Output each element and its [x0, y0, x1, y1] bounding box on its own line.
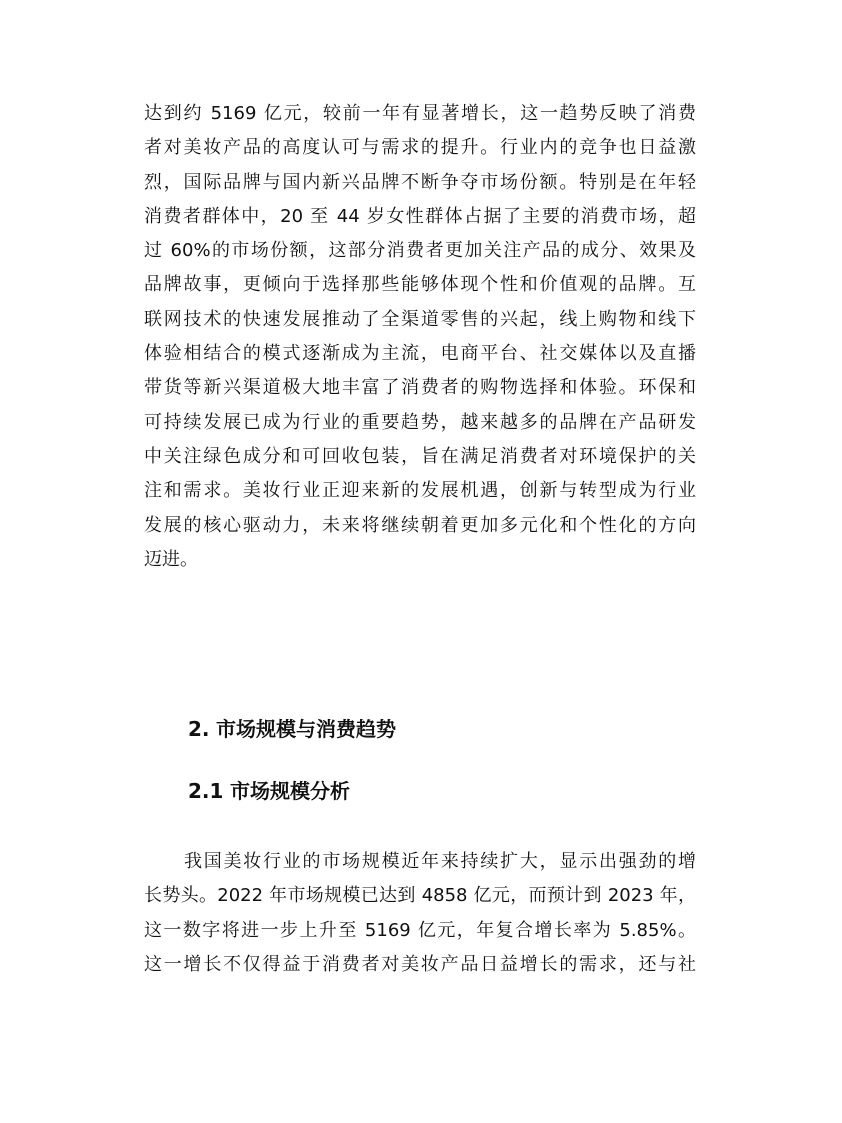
section-title: 市场规模与消费趋势 — [216, 717, 396, 741]
subsection-title: 市场规模分析 — [230, 779, 350, 803]
text-line: 这一增长不仅得益于消费者对美妆产品日益增长的需求，还与社 — [144, 953, 696, 975]
text-line: 长势头。2022 年市场规模已达到 4858 亿元，而预计到 2023 年， — [144, 885, 696, 907]
text-line: 带货等新兴渠道极大地丰富了消费者的购物选择和体验。环保和 — [144, 377, 696, 399]
market-paragraph — [144, 845, 696, 982]
text-line: 烈，国际品牌与国内新兴品牌不断争夺市场份额。特别是在年轻 — [144, 171, 696, 193]
text-line: 联网技术的快速发展推动了全渠道零售的兴起，线上购物和线下 — [144, 308, 696, 330]
section-number: 2. — [188, 717, 210, 741]
text-line: 我国美妆行业的市场规模近年来持续扩大，显示出强劲的增 — [184, 851, 696, 872]
section-heading — [188, 715, 396, 743]
text-line: 达到约 5169 亿元，较前一年有显著增长，这一趋势反映了消费 — [144, 103, 696, 124]
text-line: 可持续发展已成为行业的重要趋势，越来越多的品牌在产品研发 — [144, 411, 696, 433]
text-line: 中关注绿色成分和可回收包装，旨在满足消费者对环境保护的关 — [144, 445, 696, 467]
text-line: 迈进。 — [144, 548, 198, 570]
text-line: 发展的核心驱动力，未来将继续朝着更加多元化和个性化的方向 — [144, 514, 696, 536]
text-line: 注和需求。美妆行业正迎来新的发展机遇，创新与转型成为行业 — [144, 480, 696, 502]
text-line: 者对美妆产品的高度认可与需求的提升。行业内的竞争也日益激 — [144, 137, 696, 159]
text-line: 过 60%的市场份额，这部分消费者更加关注产品的成分、效果及 — [144, 240, 696, 262]
text-line: 品牌故事，更倾向于选择那些能够体现个性和价值观的品牌。互 — [144, 274, 696, 296]
text-line: 体验相结合的模式逐渐成为主流，电商平台、社交媒体以及直播 — [144, 343, 696, 365]
text-line: 这一数字将进一步上升至 5169 亿元，年复合增长率为 5.85%。 — [144, 919, 696, 941]
subsection-heading — [188, 777, 350, 805]
text-line: 消费者群体中，20 至 44 岁女性群体占据了主要的消费市场，超 — [144, 205, 696, 227]
subsection-number: 2.1 — [188, 779, 224, 803]
intro-paragraph — [144, 97, 696, 577]
